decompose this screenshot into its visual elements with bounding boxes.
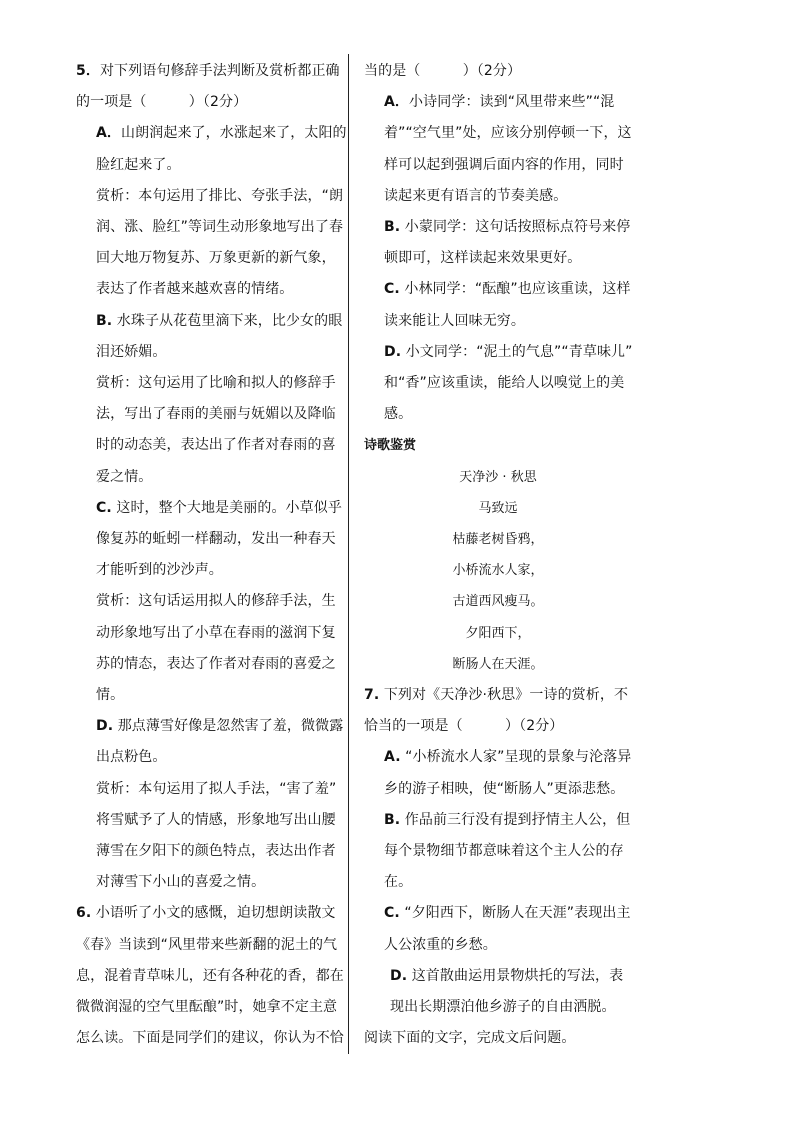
line-text: 下列对《天净沙·秋思》一诗的赏析，不 bbox=[379, 687, 629, 704]
left-line bbox=[76, 430, 340, 461]
left-line bbox=[76, 493, 340, 524]
q7-line bbox=[364, 805, 632, 836]
left-line bbox=[76, 181, 344, 212]
right-line bbox=[364, 56, 632, 87]
line-text: 泪还娇媚。 bbox=[96, 343, 167, 360]
line-text: 出点粉色。 bbox=[96, 749, 167, 766]
poem-line: 断肠人在天涯。 bbox=[452, 656, 544, 672]
poem-line: 小桥流水人家， bbox=[452, 563, 544, 579]
line-text: 对薄雪下小山的喜爱之情。 bbox=[96, 874, 266, 891]
line-text: 着”“空气里”处，应该分别停顿一下，这 bbox=[384, 125, 632, 142]
line-text: 乡的游子相映，使“断肠人”更添悲愁。 bbox=[384, 780, 625, 797]
line-text: 现出长期漂泊他乡游子的自由洒脱。 bbox=[390, 999, 616, 1016]
question-number: 5． bbox=[76, 63, 100, 79]
line-text: 人公浓重的乡愁。 bbox=[384, 936, 497, 953]
left-line bbox=[76, 337, 340, 368]
right-line bbox=[364, 399, 632, 430]
line-text: 情。 bbox=[96, 687, 125, 704]
question-number: 7. bbox=[364, 687, 380, 704]
line-text: 回大地万物复苏、万象更新的新气象， bbox=[96, 250, 336, 267]
option-label: B. bbox=[384, 219, 401, 236]
q7-line bbox=[364, 992, 632, 1023]
line-text: 这时，整个大地是美丽的。小草似乎 bbox=[111, 499, 342, 516]
line-text: 赏析：这句运用了比喻和拟人的修辞手 bbox=[96, 375, 336, 392]
right-line bbox=[364, 181, 632, 212]
line-text: 像复苏的蚯蚓一样翻动，发出一种春天 bbox=[96, 531, 336, 548]
left-column bbox=[76, 56, 347, 1055]
left-line bbox=[76, 274, 340, 305]
left-line bbox=[76, 774, 340, 805]
option-label: A． bbox=[96, 125, 122, 142]
left-line bbox=[76, 462, 340, 493]
poem bbox=[364, 462, 632, 680]
left-line bbox=[76, 56, 340, 87]
option-label: C. bbox=[96, 499, 112, 516]
line-text: 作品前三行没有提到抒情主人公，但 bbox=[400, 811, 631, 828]
left-line bbox=[76, 867, 340, 898]
q7-line bbox=[364, 836, 632, 867]
option-label: A． bbox=[384, 94, 410, 111]
option-label: B. bbox=[384, 811, 401, 828]
line-text: 山朗润起来了，水涨起来了，太阳的 bbox=[121, 125, 347, 142]
q7-line bbox=[364, 898, 632, 929]
left-line bbox=[76, 212, 344, 243]
left-line bbox=[76, 524, 340, 555]
closing-instruction: 阅读下面的文字，完成文后问题。 bbox=[364, 1030, 576, 1047]
poem-line: 夕阳西下， bbox=[465, 625, 531, 641]
poem-lines bbox=[364, 524, 632, 680]
right-column bbox=[364, 56, 632, 1055]
right-line bbox=[364, 87, 632, 118]
line-text: 和“香”应该重读，能给人以嗅觉上的美 bbox=[384, 375, 625, 392]
line-text: 读起来更有语言的节奏美感。 bbox=[384, 187, 568, 204]
left-line bbox=[76, 649, 340, 680]
line-text: 赏析：这句话运用拟人的修辞手法，生 bbox=[96, 593, 336, 610]
right-line bbox=[364, 212, 632, 243]
left-line bbox=[76, 1023, 344, 1054]
left-line bbox=[76, 930, 340, 961]
left-line bbox=[76, 87, 340, 118]
line-text: 的一项是（ ）（2分） bbox=[76, 94, 248, 111]
line-text: 时的动态美，表达出了作者对春雨的喜 bbox=[96, 437, 336, 454]
column-divider bbox=[348, 54, 349, 1054]
poem-line: 枯藤老树昏鸦， bbox=[452, 532, 544, 548]
left-line bbox=[76, 243, 340, 274]
right-line bbox=[364, 274, 632, 305]
line-text: 微微润湿的空气里酝酿”时，她拿不定主意 bbox=[76, 999, 338, 1016]
line-text: 小文同学：“泥土的气息”“青草味儿” bbox=[401, 343, 633, 360]
left-line bbox=[76, 898, 340, 929]
left-line bbox=[76, 399, 340, 430]
line-text: 爱之情。 bbox=[96, 468, 153, 485]
option-label: D. bbox=[390, 967, 408, 984]
q7-line bbox=[364, 867, 632, 898]
line-text: 薄雪在夕阳下的颜色特点，表达出作者 bbox=[96, 843, 336, 860]
poem-author: 马致远 bbox=[478, 500, 518, 516]
line-text: 苏的情态，表达了作者对春雨的喜爱之 bbox=[96, 655, 336, 672]
left-line bbox=[76, 306, 343, 337]
option-label: C. bbox=[384, 281, 400, 298]
left-line bbox=[76, 711, 344, 742]
q7-line bbox=[364, 742, 632, 773]
line-text: 息，混着青草味儿，还有各种花的香，都在 bbox=[76, 967, 344, 984]
line-text: 读来能让人回味无穷。 bbox=[384, 312, 525, 329]
line-text: 顿即可，这样读起来效果更好。 bbox=[384, 250, 582, 267]
q6-options bbox=[364, 56, 632, 430]
left-line bbox=[76, 961, 344, 992]
poem-line: 古道西风瘦马。 bbox=[452, 594, 544, 610]
line-text: 水珠子从花苞里滴下来，比少女的眼 bbox=[112, 312, 343, 329]
left-line bbox=[76, 555, 340, 586]
question-number: 6. bbox=[76, 905, 92, 922]
left-line bbox=[76, 680, 340, 711]
section-heading: 诗歌鉴赏 bbox=[364, 438, 417, 454]
left-line bbox=[76, 836, 340, 867]
right-line bbox=[364, 306, 632, 337]
right-line bbox=[364, 150, 632, 181]
line-text: 《春》当读到“风里带来些新翻的泥土的气 bbox=[76, 936, 338, 953]
line-text: 小林同学：“酝酿”也应该重读，这样 bbox=[399, 281, 631, 298]
option-label: B. bbox=[96, 312, 113, 329]
line-text: 感。 bbox=[384, 406, 413, 423]
line-text: 对下列语句修辞手法判断及赏析都正确 bbox=[99, 63, 340, 79]
q7-line bbox=[364, 774, 632, 805]
line-text: 将雪赋予了人的情感，形象地写出山腰 bbox=[96, 811, 336, 828]
line-text: 恰当的一项是（ ）（2分） bbox=[364, 718, 564, 735]
q7-line bbox=[364, 961, 632, 992]
line-text: 赏析：本句运用了排比、夸张手法，“朗 bbox=[96, 187, 344, 204]
left-line bbox=[76, 742, 340, 773]
left-line bbox=[76, 618, 340, 649]
line-text: 动形象地写出了小草在春雨的滋润下复 bbox=[96, 624, 336, 641]
line-text: 每个景物细节都意味着这个主人公的存 bbox=[384, 843, 624, 860]
line-text: 小语听了小文的感慨，迫切想朗读散文 bbox=[91, 905, 336, 922]
line-text: 这首散曲运用景物烘托的写法，表 bbox=[407, 967, 624, 984]
line-text: 当的是（ ）（2分） bbox=[364, 63, 522, 79]
option-label: A. bbox=[384, 749, 401, 766]
line-text: 才能听到的沙沙声。 bbox=[96, 562, 223, 579]
line-text: 法，写出了春雨的美丽与妩媚以及降临 bbox=[96, 406, 336, 423]
left-line bbox=[76, 805, 340, 836]
option-label: D. bbox=[96, 718, 114, 735]
right-line bbox=[364, 337, 632, 368]
left-line bbox=[76, 150, 340, 181]
line-text: 赏析：本句运用了拟人手法，“害了羞” bbox=[96, 780, 337, 797]
line-text: 在。 bbox=[384, 874, 413, 891]
q7-line bbox=[364, 930, 632, 961]
right-line bbox=[364, 118, 632, 149]
left-line bbox=[76, 586, 340, 617]
line-text: 小蒙同学：这句话按照标点符号来停 bbox=[400, 219, 631, 236]
line-text: 那点薄雪好像是忽然害了羞，微微露 bbox=[113, 718, 344, 735]
left-line bbox=[76, 118, 347, 149]
line-text: 怎么读。下面是同学们的建议，你认为不恰 bbox=[76, 1030, 344, 1047]
question-7 bbox=[364, 680, 632, 1023]
poem-title: 天净沙 · 秋思 bbox=[459, 469, 537, 485]
option-label: C. bbox=[384, 905, 400, 922]
line-text: 表达了作者越来越欢喜的情绪。 bbox=[96, 281, 294, 298]
line-text: “小桥流水人家”呈现的景象与沦落异 bbox=[400, 749, 632, 766]
right-line bbox=[364, 243, 632, 274]
line-text: 润、涨、脸红”等词生动形象地写出了春 bbox=[96, 219, 344, 236]
right-line bbox=[364, 368, 632, 399]
option-label: D. bbox=[384, 343, 402, 360]
q7-line bbox=[364, 711, 632, 742]
line-text: 小诗同学：读到“风里带来些”“混 bbox=[409, 94, 615, 111]
left-line bbox=[76, 992, 340, 1023]
left-line bbox=[76, 368, 340, 399]
line-text: “夕阳西下，断肠人在天涯”表现出主 bbox=[399, 905, 631, 922]
q7-line bbox=[364, 680, 632, 711]
line-text: 脸红起来了。 bbox=[96, 156, 181, 173]
line-text: 样可以起到强调后面内容的作用，同时 bbox=[384, 156, 624, 173]
